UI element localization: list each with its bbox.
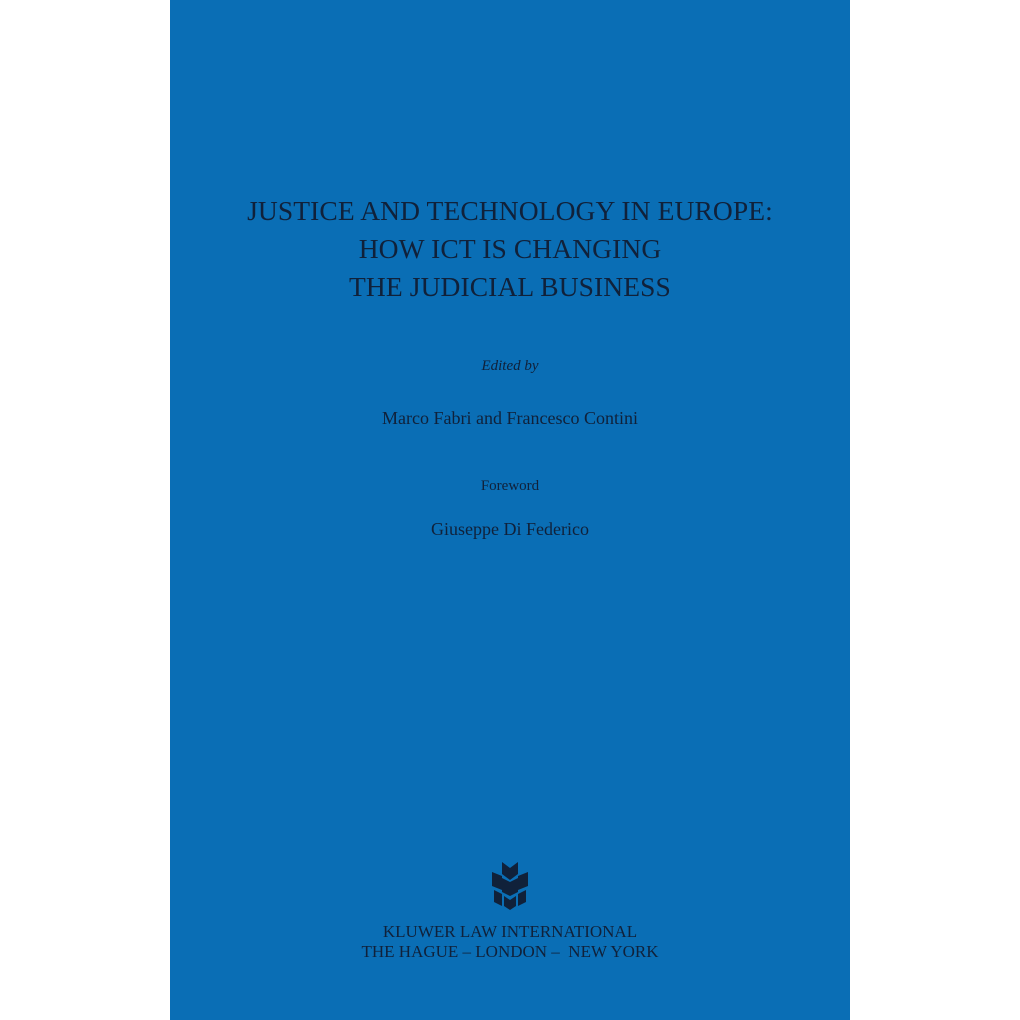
edited-by-label: Edited by <box>481 358 539 374</box>
publisher-locations: THE HAGUE – LONDON – NEW YORK <box>361 942 659 961</box>
publisher-name: KLUWER LAW INTERNATIONAL <box>382 922 638 941</box>
title-line-1: JUSTICE AND TECHNOLOGY IN EUROPE: <box>247 195 773 226</box>
publisher-block <box>170 922 850 962</box>
book-cover <box>170 0 850 1020</box>
title-line-2: HOW ICT IS CHANGING <box>358 233 662 264</box>
book-title <box>170 192 850 306</box>
foreword-author: Giuseppe Di Federico <box>431 519 589 539</box>
kluwer-logo-icon <box>488 860 532 912</box>
title-line-3: THE JUDICIAL BUSINESS <box>349 271 671 302</box>
foreword-label: Foreword <box>480 478 540 494</box>
editors-names: Marco Fabri and Francesco Contini <box>382 408 638 428</box>
